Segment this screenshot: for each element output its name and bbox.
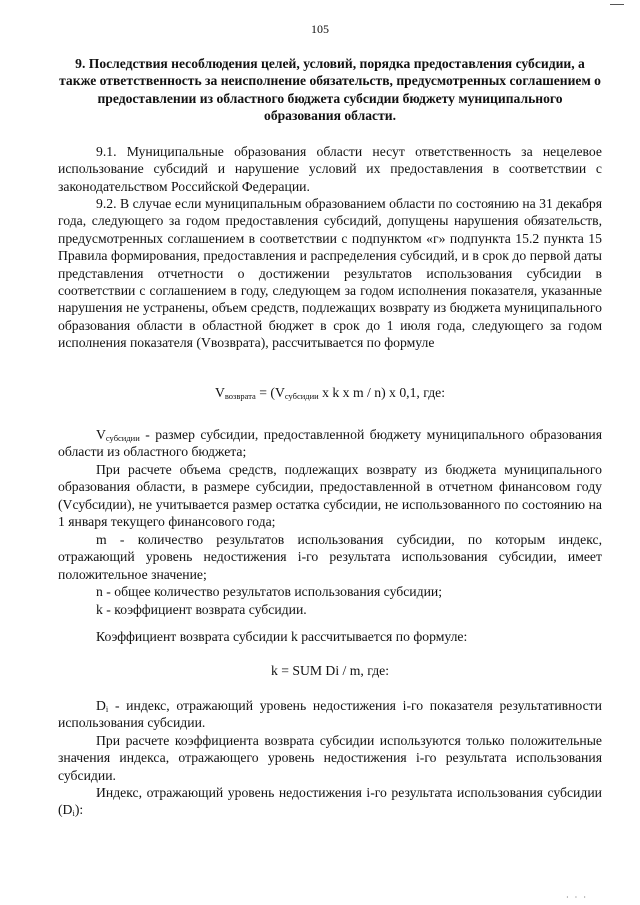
formula-k: k = SUM Di / m, где:	[270, 663, 390, 678]
definition-di	[58, 697, 602, 732]
formula-v-subsidy-subscript: субсидии	[284, 391, 319, 401]
bottom-scan-mark: · · ·	[566, 893, 588, 902]
section-title: 9. Последствия несоблюдения целей, условий, порядка предоставления субсидии, а также ответственность за неисполнение обязательств, предусмотренных соглашением о предоставлении из областного бюджета субсидии бюджету муниципального образования области.	[59, 56, 601, 123]
v-subsidy-subscript: субсидии	[105, 433, 140, 443]
di-description: - индекс, отражающий уровень недостижения i-го показателя результативности использования субсидии.	[58, 698, 602, 731]
formula-v-return-subscript: возврата	[224, 391, 256, 401]
di-symbol: D	[96, 698, 106, 713]
paragraph-9-1: 9.1. Муниципальные образования области несут ответственность за нецелевое использование субсидий и нарушение условий их предоставления в соответствии с законодательством Российской Федерации.	[58, 144, 602, 194]
formula-v-symbol: V	[214, 385, 225, 400]
v-subsidy-symbol: V	[96, 427, 106, 442]
di-subscript: i	[105, 704, 109, 714]
paragraph-k-intro: Коэффициент возврата субсидии k рассчитывается по формуле:	[96, 629, 468, 644]
definition-m: m - количество результатов использования субсидии, по которым индекс, отражающий уровень недостижения i-го результата использования субсидии, имеет положительное значение;	[58, 532, 602, 582]
definition-v-subsidy	[58, 426, 602, 461]
formula-v-end: x k x m / n) x 0,1, где:	[318, 385, 446, 400]
definition-k: k - коэффициент возврата субсидии.	[96, 602, 307, 617]
index-intro-text: Индекс, отражающий уровень недостижения i-го результата использования субсидии (D	[58, 785, 602, 818]
paragraph-calc-note: При расчете объема средств, подлежащих возврату из бюджета муниципального образования области, в размере субсидии, предоставленной в отчетном финансовом году (Vсубсидии), не учитывается размер остатка субсидии, не использованного по состоянию на 1 января текущего финансового года;	[58, 462, 602, 530]
definition-n: n - общее количество результатов использования субсидии;	[96, 584, 443, 599]
page-number: 105	[311, 22, 329, 36]
index-intro-end: ):	[74, 802, 84, 818]
paragraph-9-2: 9.2. В случае если муниципальным образованием области по состоянию на 31 декабря года, следующего за годом предоставления субсидий, допущены нарушения обязательств, предусмотренных соглашением в соответствии с подпунктом «г» подпункта 15.2 пункта 15 Правила формирования, предоставления и распределения субсидий, и в срок до первой даты представления отчетности о достижении результатов использования субсидии в соответствии с соглашением в году, следующем за годом исполнения показателя, указанные нарушения не устранены, объем средств, подлежащих возврату из бюджета муниципального образования области в областной бюджет в срок до 1 июля года, следующего за годом исполнения показателя (Vвозврата), рассчитывается по формуле	[58, 196, 602, 351]
index-intro-subscript: i	[72, 808, 75, 819]
corner-scan-mark	[610, 4, 624, 5]
formula-v-middle: = (V	[255, 385, 285, 400]
paragraph-k-calc-note: При расчете коэффициента возврата субсидии используются только положительные значения индекса, отражающего уровень недостижения i-го результата использования субсидии.	[58, 733, 602, 783]
v-subsidy-description: - размер субсидии, предоставленной бюджету муниципального образования области из областного бюджета;	[58, 427, 602, 460]
formula-v-return	[58, 384, 602, 402]
paragraph-index-intro	[58, 784, 602, 819]
